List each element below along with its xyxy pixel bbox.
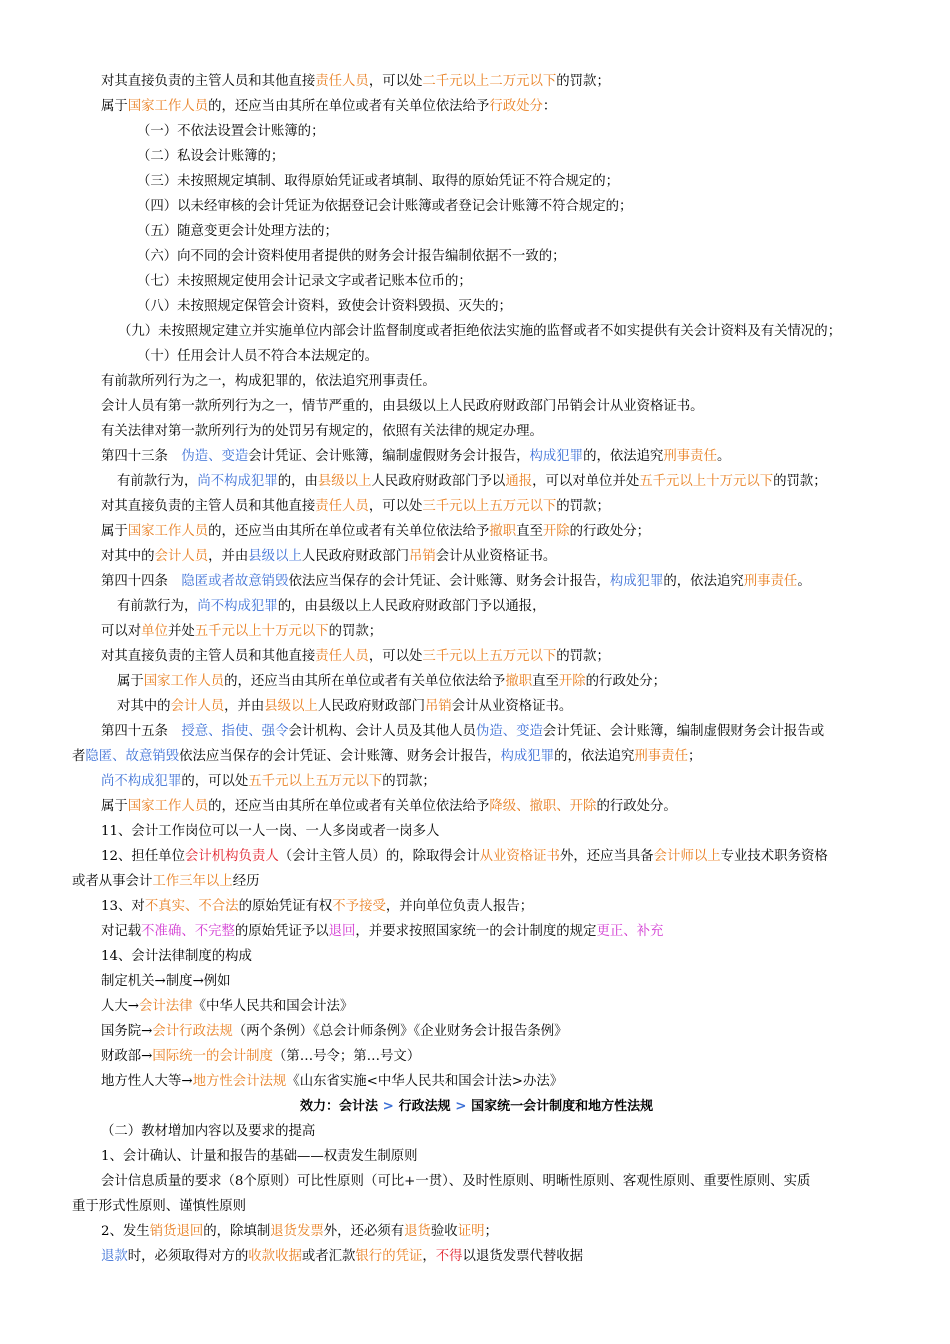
text-segment: 验收 xyxy=(430,1224,458,1239)
text-segment: 有前款所列行为之一，构成犯罪的，依法追究刑事责任。 xyxy=(101,374,436,389)
highlight-text: 单位 xyxy=(141,624,168,639)
text-segment: 。 xyxy=(797,574,811,589)
text-segment: 地方性人大等→ xyxy=(101,1074,193,1089)
highlight-text: 国家工作人员 xyxy=(127,799,209,814)
text-segment: ，可以处 xyxy=(368,74,423,89)
text-segment: （一）不依法设置会计账簿的； xyxy=(137,124,325,139)
bold-text: 行政法规 xyxy=(398,1099,451,1114)
text-segment: 的原始凭证予以 xyxy=(234,924,329,939)
text-line xyxy=(117,697,572,716)
text-segment: 第四十五条 xyxy=(101,724,182,739)
text-segment: 直至 xyxy=(516,524,543,539)
highlight-text: 国际统一的会计制度 xyxy=(152,1049,273,1064)
text-segment: 直至 xyxy=(532,674,559,689)
text-segment: 的罚款； xyxy=(773,474,827,489)
highlight-text: 会计机构负责人 xyxy=(185,849,279,864)
highlight-text: 开除 xyxy=(558,674,586,689)
highlight-text: 隐匿或者故意销毁 xyxy=(181,574,289,589)
text-segment: ，并向单位负责人报告； xyxy=(385,899,534,914)
text-line xyxy=(101,1222,498,1241)
text-segment: 并处 xyxy=(167,624,195,639)
highlight-text: 更正、补充 xyxy=(596,924,664,939)
text-segment: ； xyxy=(484,1224,498,1239)
highlight-text: 通报 xyxy=(505,474,533,489)
text-line xyxy=(101,647,610,666)
text-segment: 会计从业资格证书。 xyxy=(451,699,573,714)
text-line xyxy=(101,422,543,441)
highlight-text: 三千元以上五万元以下 xyxy=(422,499,557,514)
text-line xyxy=(101,947,252,966)
text-segment: 的罚款； xyxy=(556,74,610,89)
text-segment: 11、会计工作岗位可以一人一岗、一人多岗或者一岗多人 xyxy=(101,824,440,839)
text-line xyxy=(101,1022,568,1041)
highlight-text: 县级以上 xyxy=(248,549,302,564)
text-segment: 国务院→ xyxy=(101,1024,153,1039)
text-line xyxy=(101,1147,418,1166)
text-segment: 或者汇款 xyxy=(301,1249,356,1264)
highlight-text: 会计人员 xyxy=(170,699,225,714)
highlight-text: 责任人员 xyxy=(315,499,369,514)
highlight-text: 伪造、变造 xyxy=(475,724,543,739)
highlight-text: 行政处分 xyxy=(489,99,543,114)
highlight-text: 撤职 xyxy=(489,524,517,539)
highlight-text: 收款收据 xyxy=(248,1249,302,1264)
text-segment: 重于形式性原则、谨慎性原则 xyxy=(72,1199,247,1214)
text-segment: 对其直接负责的主管人员和其他直接 xyxy=(101,74,316,89)
text-segment: 时，必须取得对方的 xyxy=(127,1249,249,1264)
text-segment: 的行政处分； xyxy=(569,524,651,539)
text-segment: 的，依法追究 xyxy=(554,749,635,764)
highlight-text: 尚不构成犯罪 xyxy=(101,774,182,789)
hierarchy-summary xyxy=(300,1097,653,1116)
highlight-text: 销货退回 xyxy=(149,1224,204,1239)
text-segment: ， xyxy=(422,1249,436,1264)
bold-text: 效力：会计法 xyxy=(300,1099,379,1114)
chevron-right-icon: > xyxy=(378,1098,399,1114)
highlight-text: 国家工作人员 xyxy=(143,674,225,689)
text-line xyxy=(101,847,828,866)
text-line xyxy=(72,872,259,891)
text-segment: 对其中的 xyxy=(117,699,171,714)
text-segment: 人大→ xyxy=(101,999,140,1014)
text-segment: 外，还应当具备 xyxy=(559,849,654,864)
text-segment: 属于 xyxy=(101,99,128,114)
text-segment: 有前款行为， xyxy=(117,599,198,614)
text-line xyxy=(137,172,619,191)
text-segment: （六）向不同的会计资料使用者提供的财务会计报告编制依据不一致的； xyxy=(137,249,566,264)
text-segment: ，可以处 xyxy=(368,649,423,664)
text-segment: 的罚款； xyxy=(556,649,610,664)
text-segment: （会计主管人员）的，除取得会计 xyxy=(278,849,480,864)
highlight-text: 三千元以上五万元以下 xyxy=(422,649,557,664)
text-segment: 会计从业资格证书。 xyxy=(435,549,557,564)
highlight-text: 县级以上 xyxy=(317,474,372,489)
highlight-text: 刑事责任 xyxy=(743,574,798,589)
text-line xyxy=(101,1247,583,1266)
text-segment: 的，由县级以上人民政府财政部门予以通报， xyxy=(277,599,546,614)
text-line xyxy=(101,897,533,916)
text-line xyxy=(101,447,730,466)
text-segment: 会计机构、会计人员及其他人员 xyxy=(288,724,476,739)
text-segment: 有前款行为， xyxy=(117,474,198,489)
text-segment: 会计凭证、会计账簿，编制虚假财务会计报告或 xyxy=(542,724,825,739)
highlight-text: 降级、撤职、开除 xyxy=(489,799,597,814)
text-line xyxy=(101,97,556,116)
text-segment: 依法应当保存的会计凭证、会计账簿、财务会计报告， xyxy=(288,574,610,589)
text-segment: 的，依法追究 xyxy=(583,449,664,464)
text-line xyxy=(137,147,284,166)
chevron-right-icon: > xyxy=(450,1098,472,1114)
text-line xyxy=(101,547,556,566)
text-segment: 对其中的 xyxy=(101,549,155,564)
highlight-text: 退款 xyxy=(101,1249,128,1264)
text-line xyxy=(137,122,324,141)
text-segment: 经历 xyxy=(232,874,260,889)
text-line xyxy=(101,622,382,641)
text-line xyxy=(137,272,472,291)
text-segment: 属于 xyxy=(101,524,128,539)
highlight-text: 会计法律 xyxy=(139,999,193,1014)
highlight-text: 不予接受 xyxy=(332,899,386,914)
text-segment: 以退货发票代替收据 xyxy=(462,1249,584,1264)
highlight-text: 吊销 xyxy=(424,699,452,714)
highlight-text: 证明 xyxy=(457,1224,485,1239)
text-segment: 会计凭证、会计账簿，编制虚假财务会计报告， xyxy=(248,449,530,464)
text-segment: 1、会计确认、计量和报告的基础——权责发生制原则 xyxy=(101,1149,418,1164)
text-line xyxy=(137,347,378,366)
text-segment: 的，可以处 xyxy=(181,774,249,789)
highlight-text: 五千元以上十万元以下 xyxy=(639,474,774,489)
highlight-text: 会计行政法规 xyxy=(152,1024,233,1039)
text-segment: 的行政处分； xyxy=(585,674,667,689)
text-segment: 的原始凭证有权 xyxy=(238,899,333,914)
text-segment: 《山东省实施<中华人民共和国会计法>办法》 xyxy=(286,1074,564,1089)
highlight-text: 责任人员 xyxy=(315,649,369,664)
text-segment: 的，还应当由其所在单位或者有关单位依法给予 xyxy=(208,524,490,539)
highlight-text: 刑事责任 xyxy=(663,449,717,464)
text-segment: 第四十三条 xyxy=(101,449,182,464)
highlight-text: 授意、指使、强令 xyxy=(181,724,289,739)
text-segment: 者 xyxy=(72,749,86,764)
highlight-text: 吊销 xyxy=(408,549,436,564)
highlight-text: 退货发票 xyxy=(270,1224,324,1239)
text-line xyxy=(137,247,566,266)
text-segment: 的罚款； xyxy=(556,499,610,514)
text-segment: 或者从事会计 xyxy=(72,874,153,889)
highlight-text: 刑事责任 xyxy=(634,749,688,764)
text-line xyxy=(101,1072,563,1091)
highlight-text: 县级以上 xyxy=(264,699,318,714)
text-line xyxy=(101,1122,315,1141)
text-segment: 财政部→ xyxy=(101,1049,153,1064)
text-segment: ，可以处 xyxy=(368,499,423,514)
text-segment: 的，还应当由其所在单位或者有关单位依法给予 xyxy=(224,674,506,689)
highlight-text: 会计人员 xyxy=(154,549,209,564)
text-segment: 《中华人民共和国会计法》 xyxy=(192,999,354,1014)
highlight-text: 构成犯罪 xyxy=(529,449,584,464)
text-segment: 会计人员有第一款所列行为之一，情节严重的，由县级以上人民政府财政部门吊销会计从业资格证书。 xyxy=(101,399,704,414)
text-segment: （五）随意变更会计处理方法的； xyxy=(137,224,338,239)
text-line xyxy=(137,197,632,216)
highlight-text: 伪造、变造 xyxy=(181,449,249,464)
text-line xyxy=(137,297,512,316)
text-segment: 13、对 xyxy=(101,899,145,914)
text-line xyxy=(101,922,663,941)
bold-text: 国家统一会计制度和地方性法规 xyxy=(471,1099,654,1114)
highlight-text: 不准确、不完整 xyxy=(141,924,235,939)
highlight-text: 二千元以上二万元以下 xyxy=(422,74,557,89)
text-segment: 会计信息质量的要求（8个原则）可比性原则（可比+一贯）、及时性原则、明晰性原则、客观性原则、重要性原则、实质 xyxy=(101,1174,811,1189)
text-segment: （十）任用会计人员不符合本法规定的。 xyxy=(137,349,379,364)
text-segment: ； xyxy=(687,749,702,764)
highlight-text: 隐匿、故意销毁 xyxy=(85,749,180,764)
text-segment: 外，还必须有 xyxy=(323,1224,405,1239)
text-segment: 的，依法追究 xyxy=(663,574,744,589)
text-segment: ： xyxy=(542,99,557,114)
text-segment: 。 xyxy=(716,449,731,464)
highlight-text: 会计师以上 xyxy=(653,849,721,864)
text-segment: 对其直接负责的主管人员和其他直接 xyxy=(101,499,316,514)
text-segment: 依法应当保存的会计凭证、会计账簿、财务会计报告， xyxy=(179,749,501,764)
text-segment: 第四十四条 xyxy=(101,574,182,589)
text-segment: （三）未按照规定填制、取得原始凭证或者填制、取得的原始凭证不符合规定的； xyxy=(137,174,620,189)
highlight-text: 撤职 xyxy=(505,674,533,689)
text-line xyxy=(101,997,353,1016)
text-line xyxy=(101,397,704,416)
text-line xyxy=(101,1172,810,1191)
text-segment: 可以对 xyxy=(101,624,142,639)
text-segment: 的，由 xyxy=(277,474,318,489)
highlight-text: 从业资格证书 xyxy=(479,849,560,864)
highlight-text: 不真实、不合法 xyxy=(144,899,239,914)
text-line xyxy=(101,972,231,991)
highlight-text: 五千元以上五万元以下 xyxy=(248,774,383,789)
text-segment: （二）教材增加内容以及要求的提高 xyxy=(101,1124,316,1139)
text-segment: （第…号令；第…号文） xyxy=(272,1049,421,1064)
text-line xyxy=(117,597,546,616)
highlight-text: 国家工作人员 xyxy=(127,99,209,114)
text-line xyxy=(101,797,677,816)
text-line xyxy=(101,1047,420,1066)
text-segment: 的，除填制 xyxy=(203,1224,271,1239)
highlight-text: 开除 xyxy=(542,524,570,539)
text-line xyxy=(117,672,666,691)
text-segment: 的罚款； xyxy=(382,774,436,789)
text-segment: 12、担任单位 xyxy=(101,849,185,864)
text-segment: ，可以对单位并处 xyxy=(532,474,640,489)
text-segment: 人民政府财政部门予以 xyxy=(371,474,506,489)
text-segment: 属于 xyxy=(117,674,144,689)
text-segment: 对记载 xyxy=(101,924,142,939)
text-segment: 属于 xyxy=(101,799,128,814)
highlight-text: 退货 xyxy=(404,1224,431,1239)
text-segment: ，并由 xyxy=(208,549,249,564)
text-segment: （二）私设会计账簿的； xyxy=(137,149,285,164)
highlight-text: 不得 xyxy=(435,1249,463,1264)
text-line xyxy=(72,747,701,766)
highlight-text: 五千元以上十万元以下 xyxy=(194,624,329,639)
text-segment: （两个条例）《总会计师条例》《企业财务会计报告条例》 xyxy=(232,1024,568,1039)
highlight-text: 尚不构成犯罪 xyxy=(197,599,278,614)
text-segment: 14、会计法律制度的构成 xyxy=(101,949,252,964)
text-line xyxy=(137,222,338,241)
text-segment: ，并要求按照国家统一的会计制度的规定 xyxy=(355,924,597,939)
text-segment: （七）未按照规定使用会计记录文字或者记账本位币的； xyxy=(137,274,472,289)
text-segment: （九）未按照规定建立并实施单位内部会计监督制度或者拒绝依法实施的监督或者不如实提供有关会计资料及有关情况的； xyxy=(118,324,842,339)
highlight-text: 构成犯罪 xyxy=(500,749,555,764)
text-segment: （八）未按照规定保管会计资料，致使会计资料毁损、灭失的； xyxy=(137,299,512,314)
text-segment: 的罚款； xyxy=(328,624,383,639)
text-line xyxy=(72,1197,246,1216)
text-line xyxy=(101,822,439,841)
highlight-text: 责任人员 xyxy=(315,74,369,89)
highlight-text: 国家工作人员 xyxy=(127,524,209,539)
highlight-text: 尚不构成犯罪 xyxy=(197,474,278,489)
text-line xyxy=(117,472,827,491)
text-segment: 的，还应当由其所在单位或者有关单位依法给予 xyxy=(208,799,490,814)
text-line xyxy=(101,722,824,741)
highlight-text: 地方性会计法规 xyxy=(192,1074,287,1089)
text-segment: 人民政府财政部门 xyxy=(317,699,425,714)
text-segment: 人民政府财政部门 xyxy=(301,549,409,564)
text-segment: 的行政处分。 xyxy=(596,799,677,814)
text-line xyxy=(101,772,436,791)
text-line xyxy=(101,522,650,541)
text-segment: 有关法律对第一款所列行为的处罚另有规定的，依照有关法律的规定办理。 xyxy=(101,424,543,439)
highlight-text: 构成犯罪 xyxy=(609,574,664,589)
text-segment: 对其直接负责的主管人员和其他直接 xyxy=(101,649,316,664)
highlight-text: 工作三年以上 xyxy=(152,874,233,889)
text-line xyxy=(101,572,811,591)
text-segment: ，并由 xyxy=(224,699,265,714)
text-segment: 专业技术职务资格 xyxy=(720,849,828,864)
highlight-text: 退回 xyxy=(328,924,356,939)
text-segment: （四）以未经审核的会计凭证为依据登记会计账簿或者登记会计账簿不符合规定的； xyxy=(137,199,633,214)
text-segment: 的，还应当由其所在单位或者有关单位依法给予 xyxy=(208,99,490,114)
text-line xyxy=(101,72,610,91)
text-line xyxy=(101,372,436,391)
text-line xyxy=(118,322,841,341)
highlight-text: 银行的凭证 xyxy=(355,1249,423,1264)
text-line xyxy=(101,497,610,516)
text-segment: 2、发生 xyxy=(101,1224,150,1239)
text-segment: 制定机关→制度→例如 xyxy=(101,974,231,989)
